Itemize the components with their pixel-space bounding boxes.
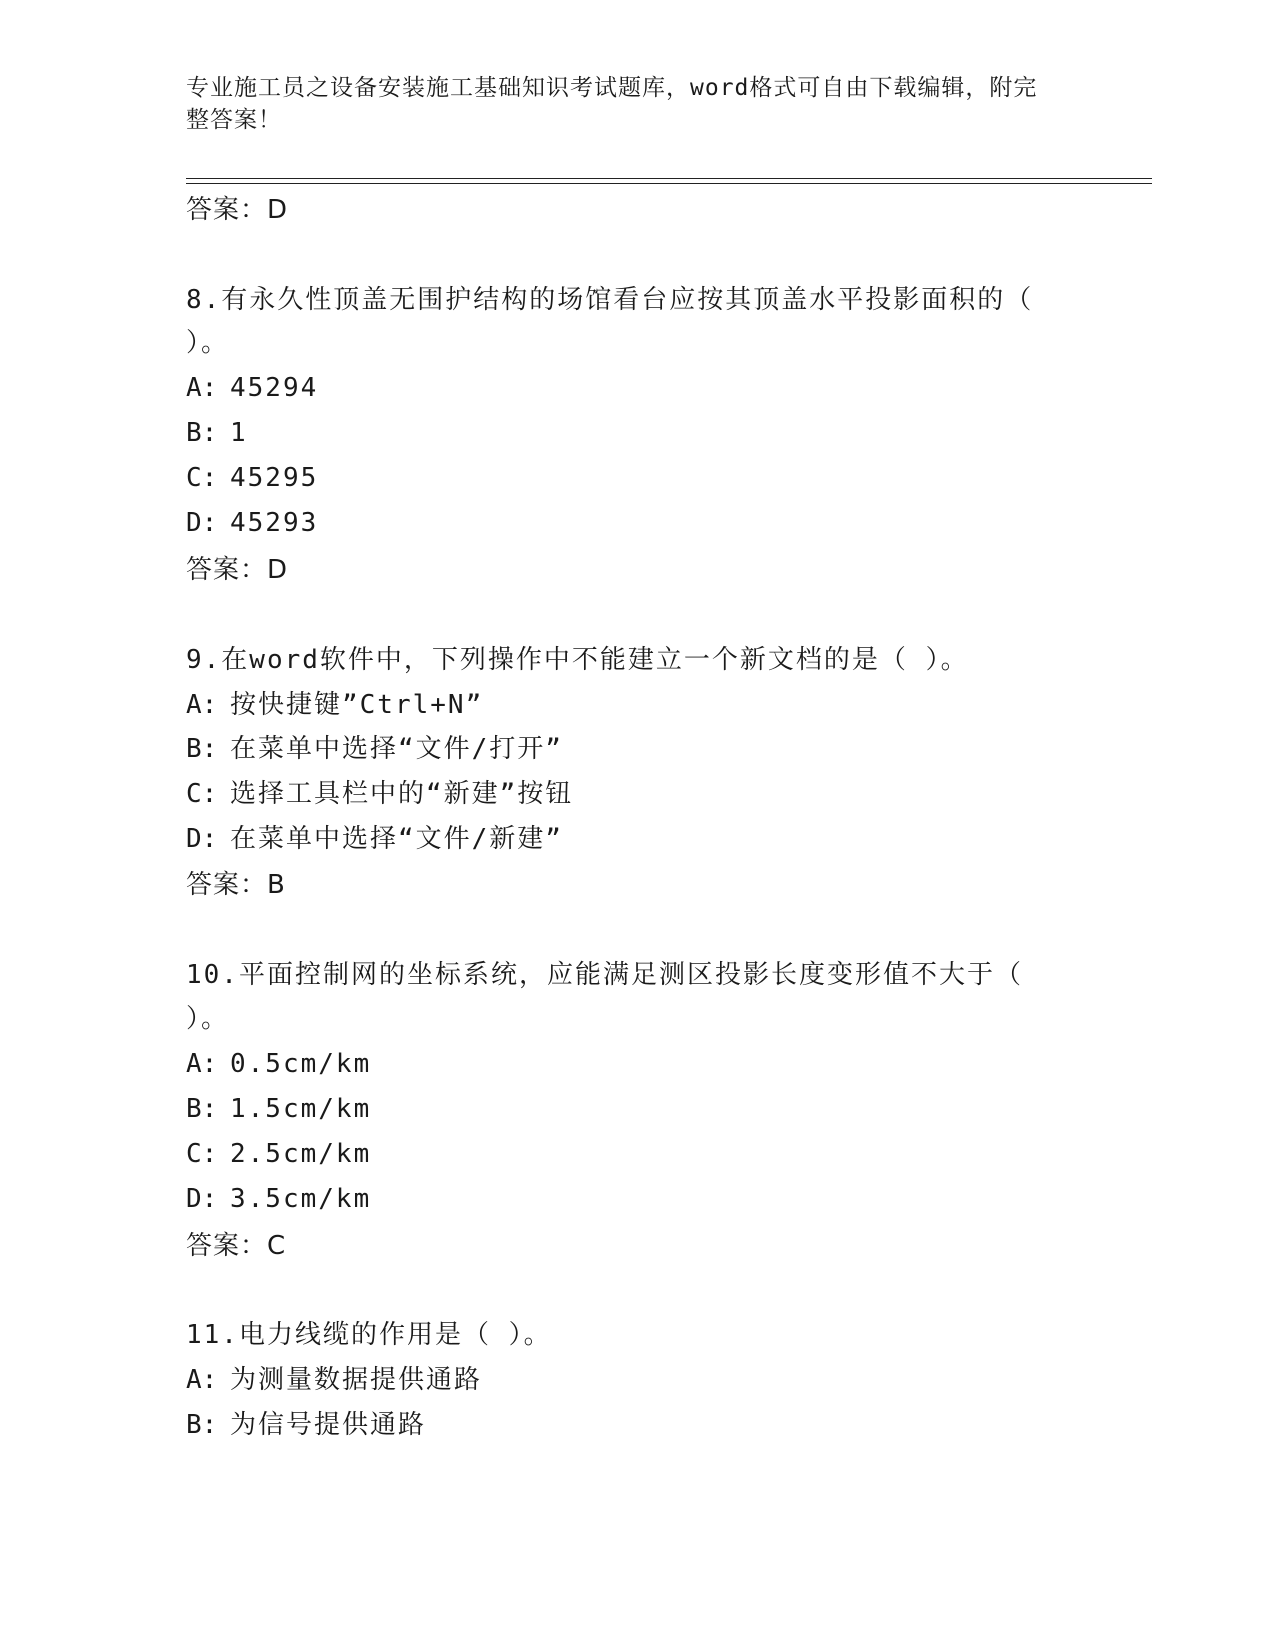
option-text: 0.5cm/km [230,1049,372,1079]
option-text: 为测量数据提供通路 [230,1365,483,1395]
option-a [186,1363,482,1397]
option-a [186,1047,371,1081]
option-a [186,688,483,722]
option-key: C: [186,779,218,809]
header-rule-bottom [186,183,1152,184]
option-d [186,822,563,856]
answer-line: 答案：C [186,1231,287,1261]
option-text: 为信号提供通路 [230,1410,427,1440]
option-d [186,506,318,540]
option-key: A: [186,1365,218,1395]
option-key: C: [186,463,218,493]
option-key: B: [186,734,218,764]
option-key: A: [186,690,218,720]
option-c [186,461,318,495]
option-b [186,416,248,450]
option-text: 45294 [230,373,319,403]
answer-line: 答案：D [186,195,289,225]
option-b [186,1092,371,1126]
option-key: D: [186,824,218,854]
question-stem: 11.电力线缆的作用是（ ）。 [186,1320,552,1350]
option-key: C: [186,1139,218,1169]
option-text: 45293 [230,508,319,538]
option-a [186,371,318,405]
option-text: 45295 [230,463,319,493]
option-key: B: [186,418,218,448]
option-c [186,1137,371,1171]
question-stem: 10.平面控制网的坐标系统，应能满足测区投影长度变形值不大于（ [186,960,1023,990]
option-c [186,777,573,811]
option-key: B: [186,1094,218,1124]
answer-line: 答案：B [186,870,286,900]
option-text: 1.5cm/km [230,1094,372,1124]
option-key: D: [186,508,218,538]
option-b [186,732,563,766]
answer-line: 答案：D [186,555,289,585]
option-key: A: [186,373,218,403]
question-stem: 9.在word软件中，下列操作中不能建立一个新文档的是（ ）。 [186,645,969,675]
question-stem-continuation: ）。 [186,328,230,358]
option-text: 1 [230,418,248,448]
option-text: 按快捷键”Ctrl+N” [230,690,484,720]
header-rule-top [186,178,1152,179]
question-stem-continuation: ）。 [186,1004,230,1034]
option-text: 选择工具栏中的“新建”按钮 [230,779,574,809]
option-d [186,1182,371,1216]
page-header: 专业施工员之设备安装施工基础知识考试题库，word格式可自由下载编辑，附完整答案！ [186,75,1038,133]
option-b [186,1408,426,1442]
option-key: B: [186,1410,218,1440]
question-stem: 8.有永久性顶盖无围护结构的场馆看台应按其顶盖水平投影面积的（ [186,285,1034,315]
option-text: 2.5cm/km [230,1139,372,1169]
option-key: A: [186,1049,218,1079]
option-text: 在菜单中选择“文件/打开” [230,734,563,764]
option-text: 在菜单中选择“文件/新建” [230,824,563,854]
option-text: 3.5cm/km [230,1184,372,1214]
option-key: D: [186,1184,218,1214]
